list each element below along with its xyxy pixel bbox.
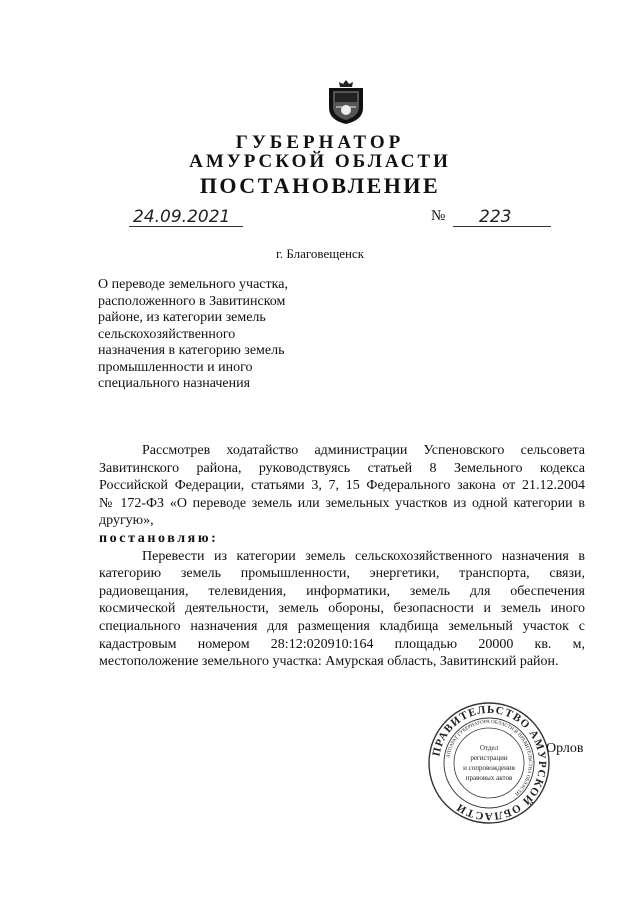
subject-line: промышленности и иного — [98, 359, 253, 375]
body-line: Завитинского района, руководствуясь статьей 8 Земельного кодекса — [99, 460, 585, 476]
subject-line: специального назначения — [98, 376, 251, 391]
date-underline — [129, 226, 243, 227]
number-sign: № — [431, 208, 446, 224]
coat-of-arms-icon — [326, 78, 366, 126]
seal-center-line: правовых актов — [465, 774, 513, 782]
body-line: Рассмотрев ходатайство администрации Успеновского сельсовета — [142, 443, 585, 458]
seal-center-line: Отдел — [479, 744, 499, 752]
body-line: № 172-ФЗ «О переводе земель или земельных участков из одной категории в — [99, 495, 585, 511]
body-line: местоположение земельного участка: Амурская область, Завитинский район. — [99, 654, 559, 670]
header-region: АМУРСКОЙ ОБЛАСТИ — [189, 151, 451, 172]
body-line: другую», — [99, 513, 154, 529]
body-line: радиовещания, телевидения, информатики, земель для обеспечения — [99, 583, 585, 599]
body-line: кадастровым номером 28:12:020910:164 площадью 20000 кв. м, — [99, 636, 585, 652]
document-type: ПОСТАНОВЛЕНИЕ — [199, 173, 441, 198]
decree-word: постановляю: — [99, 530, 219, 546]
body-line: Перевести из категории земель сельскохозяйственного назначения в — [142, 548, 585, 564]
number-underline — [453, 226, 551, 227]
seal-inner-ring-text: АППАРАТ ГУБЕРНАТОРА ОБЛАСТИ И ПРАВИТЕЛЬСТВА ОБЛАСТИ — [446, 719, 533, 796]
body-line: специального назначения для размещения кладбища земельный участок с — [99, 618, 585, 634]
subject-line: назначения в категорию земель — [98, 343, 285, 358]
body-line: категорию земель промышленности, энергетики, транспорта, связи, — [99, 566, 585, 582]
body-line: Российской Федерации, статьями 3, 7, 15 Федерального закона от 21.12.2004 — [99, 478, 585, 494]
subject-line: районе, из категории земель — [98, 310, 266, 325]
document-subject — [98, 277, 328, 393]
seal-center-line: регистрации — [470, 754, 508, 762]
document-date: 24.09.2021 — [133, 207, 231, 227]
official-seal — [426, 700, 552, 826]
city: г. Благовещенск — [275, 246, 365, 261]
signatory-name: Орлов — [546, 741, 584, 756]
subject-line: О переводе земельного участка, — [98, 277, 288, 292]
seal-center-line: и сопровождения — [463, 764, 515, 772]
seal-ring-text: ПРАВИТЕЛЬСТВО АМУРСКОЙ ОБЛАСТИ — [430, 703, 549, 823]
document-body — [99, 442, 585, 671]
document-number: 223 — [479, 207, 512, 227]
header-title: ГУБЕРНАТОР — [235, 132, 405, 153]
subject-line: расположенного в Завитинском — [98, 293, 286, 309]
body-line: космической деятельности, земель обороны, безопасности и земель иного — [99, 601, 585, 617]
subject-line: сельскохозяйственного — [98, 326, 236, 342]
